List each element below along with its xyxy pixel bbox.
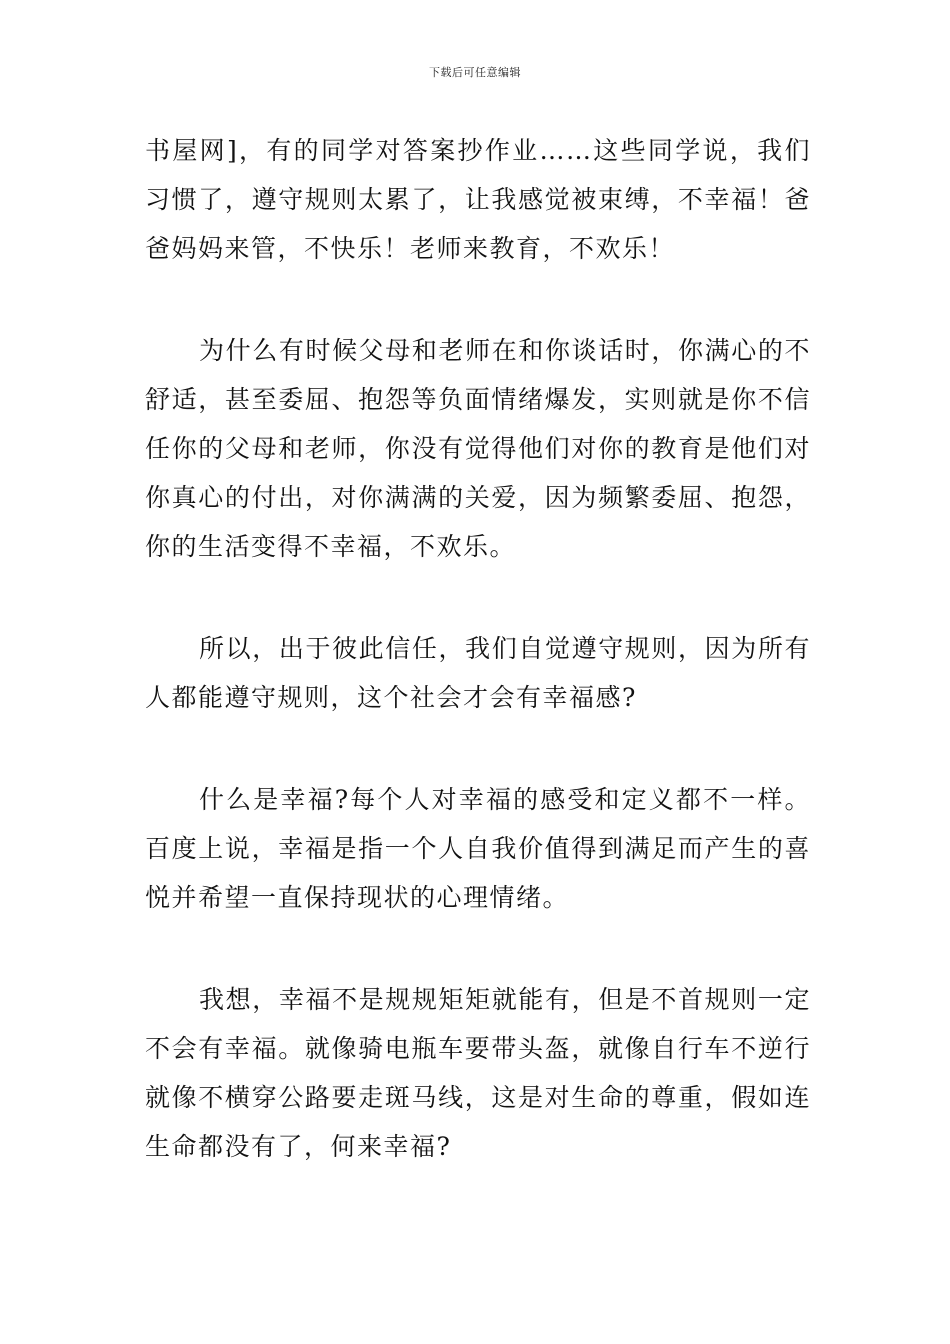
paragraph: 我想，幸福不是规规矩矩就能有，但是不首规则一定不会有幸福。就像骑电瓶车要带头盔，就像自行车不逆行就像不横穿公路要走斑马线，这是对生命的尊重，假如连生命都没有了，何来幸福? xyxy=(145,985,811,1161)
document-body xyxy=(145,126,811,1171)
paragraph-continued: 书屋网]，有的同学对答案抄作业……这些同学说，我们习惯了，遵守规则太累了，让我感觉被束缚，不幸福！爸爸妈妈来管，不快乐！老师来教育，不欢乐！ xyxy=(145,136,811,263)
header-note: 下载后可任意编辑 xyxy=(429,66,521,79)
paragraph: 所以，出于彼此信任，我们自觉遵守规则，因为所有人都能遵守规则，这个社会才会有幸福感? xyxy=(145,634,811,712)
paragraph: 什么是幸福?每个人对幸福的感受和定义都不一样。百度上说，幸福是指一个人自我价值得到满足而产生的喜悦并希望一直保持现状的心理情绪。 xyxy=(145,785,811,912)
paragraph: 为什么有时候父母和老师在和你谈话时，你满心的不舒适，甚至委屈、抱怨等负面情绪爆发，实则就是你不信任你的父母和老师，你没有觉得他们对你的教育是他们对你真心的付出，对你满满的关爱，因为频繁委屈、抱怨，你的生活变得不幸福，不欢乐。 xyxy=(145,336,811,561)
